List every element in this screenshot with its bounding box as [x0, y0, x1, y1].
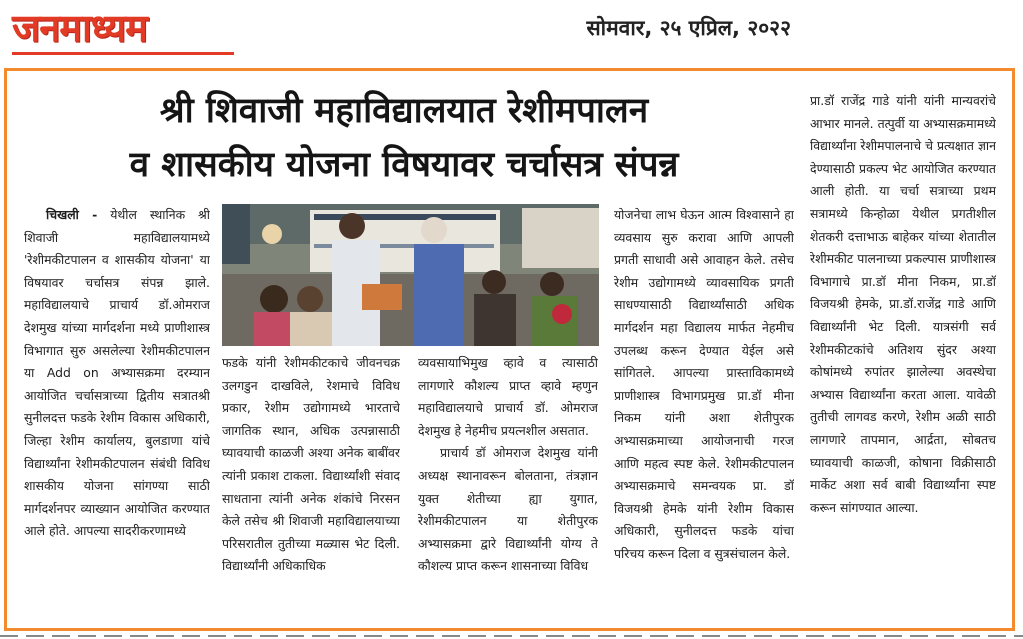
headline-line-2: व शासकीय योजना विषयावर चर्चासत्र संपन्न: [129, 145, 679, 185]
article-column-1: [24, 204, 210, 616]
newspaper-logo: जनमाध्यम: [12, 6, 147, 50]
event-photo: [222, 204, 599, 346]
article-column-3: [418, 352, 598, 616]
column-5-text: प्रा.डॉ राजेंद्र गाडे यांनी यांनी मान्यवरांचे आभार मानले. तत्पुर्वी या अभ्यासक्रमामध्ये विद्यार्थ्यांना रेशीमपालनाचे चे प्रत्यक्षात ज्ञान देण्यासाठी प्रकल्प भेट आयोजित करण्यात आली होती. या चर्चा सत्राच्या प्रथम सत्रामध्ये किन्होळा येथील प्रगतीशील शेतकरी दत्ताभाऊ बाहेकर यांच्या शेतातील रेशीमकीट पालनाच्या प्रकल्पास प्राणीशास्त्र विभागाचे प्रा.डॉ मीना निकम, प्रा.डॉ विजयश्री हेमके, प्रा.डॉ.राजेंद्र गाडे आणि विद्यार्थ्यांनी भेट दिली. यात्रसंगी सर्व रेशीमकीटकांचे अतिशय सुंदर अश्या कोषांमध्ये रुपांतर झालेल्या अवस्थेचा अभ्यास विद्यार्थ्यांना करता आला. यावेळी तुतीची लागवड करणे, रेशीम अळी साठी लागणारे तापमान, आर्द्रता, सोबतच घ्यावयाची काळजी, कोषाना विक्रीसाठी मार्केट अशा सर्व बाबी विद्यार्थ्यांना स्पष्ट करून सांगण्यात आल्या.: [810, 93, 996, 515]
article-headline: [14, 84, 794, 192]
column-3-paragraph-2: प्राचार्य डॉ ओमराज देशमुख यांनी अध्यक्ष स्थानावरून बोलताना, तंत्रज्ञान युक्त शेतीच्या ह्या युगात, रेशीमकीटपालन या शेतीपुरक अभ्यासक्रमा द्वारे विद्यार्थ्यांनी योग्य ते कौशल्य प्राप्त करून शासनाच्या विविध: [418, 445, 598, 574]
column-1-text: येथील स्थानिक श्री शिवाजी महाविद्यालयामध्ये 'रेशीमकीटपालन व शासकीय योजना' या विषयावर चर्चासत्र संपन्न झाले. महाविद्यालयाचे प्राचार्य डॉ.ओमराज देशमुख यांच्या मार्गदर्शना मध्ये प्राणीशास्त्र विभागात सुरु असलेल्या रेशीमकीटपालन या Add on अभ्यासक्रमा दरम्यान आयोजित चर्चासत्राच्या द्वितीय सत्रातश्री सुनीलदत्त फडके रेशीम विकास अधिकारी, जिल्हा रेशीम कार्यालय, बुलडाणा यांचे विद्यार्थ्यांना रेशीमकीटपालन संबंधी विविध शासकीय योजना सांगण्या साठी मार्गदर्शनपर व्याख्यान आयोजित करण्यात आले होते. आपल्या सादरीकरणामध्ये: [24, 207, 210, 539]
headline-line-1: श्री शिवाजी महाविद्यालयात रेशीमपालन: [159, 91, 649, 131]
event-photo-image: [222, 204, 599, 346]
issue-date: सोमवार, २५ एप्रिल, २०२२: [586, 16, 791, 40]
next-article-cutoff: [0, 632, 1023, 639]
article-column-5: [810, 90, 996, 616]
dateline-place: चिखली -: [46, 207, 98, 222]
column-4-text: योजनेचा लाभ घेऊन आत्म विश्वासाने हा व्यवसाय सुरु करावा आणि आपली प्रगती साधावी असे आवाहन केले. तसेच रेशीम उद्योगामध्ये व्यावसायिक प्रगती साधण्यासाठी विद्यार्थ्यांसाठी अधिक मार्गदर्शन महा विद्यालय मार्फत नेहमीच उपलब्ध करून देण्यात येईल असे सांगितले. आपल्या प्रास्ताविकामध्ये प्राणीशास्त्र विभागप्रमुख प्रा.डॉ मीना निकम यांनी अशा शेतीपुरक अभ्यासक्रमाच्या आयोजनाची गरज आणि महत्व स्पष्ट केले. रेशीमकीटपालन अभ्यासक्रमाचे समन्वयक प्रा. डॉ विजयश्री हेमके यांनी रेशीम विकास अधिकारी, सुनीलदत्त फडके यांचा परिचय करून दिला व सुत्रसंचालन केले.: [614, 207, 794, 561]
logo-underline: [12, 52, 234, 55]
article-column-4: [614, 204, 794, 616]
masthead: [0, 0, 1023, 60]
column-2-text: फडके यांनी रेशीमकीटकाचे जीवनचक्र उलगडुन दाखविले, रेशमाचे विविध प्रकार, रेशीम उद्योगामध्ये भारताचे जागतिक स्थान, अधिक उत्पन्नासाठी घ्यावयाची काळजी अश्या अनेक बाबींवर त्यांनी प्रकाश टाकला. विद्यार्थ्यांशी संवाद साधताना त्यांनी अनेक शंकांचे निरसन केले तसेच श्री शिवाजी महाविद्यालयाच्या परिसरातील तुतीच्या मळ्यास भेट दिली. विद्यार्थ्यांनी अधिकाधिक: [222, 355, 400, 574]
column-3-paragraph-1: व्यवसायाभिमुख व्हावे व त्यासाठी लागणारे कौशल्य प्राप्त व्हावे म्हणुन महाविद्यालयाचे प्राचार्य डॉ. ओमराज देशमुख हे नेहमीच प्रयत्नशील असतात.: [418, 355, 598, 438]
article-column-2: [222, 352, 400, 616]
